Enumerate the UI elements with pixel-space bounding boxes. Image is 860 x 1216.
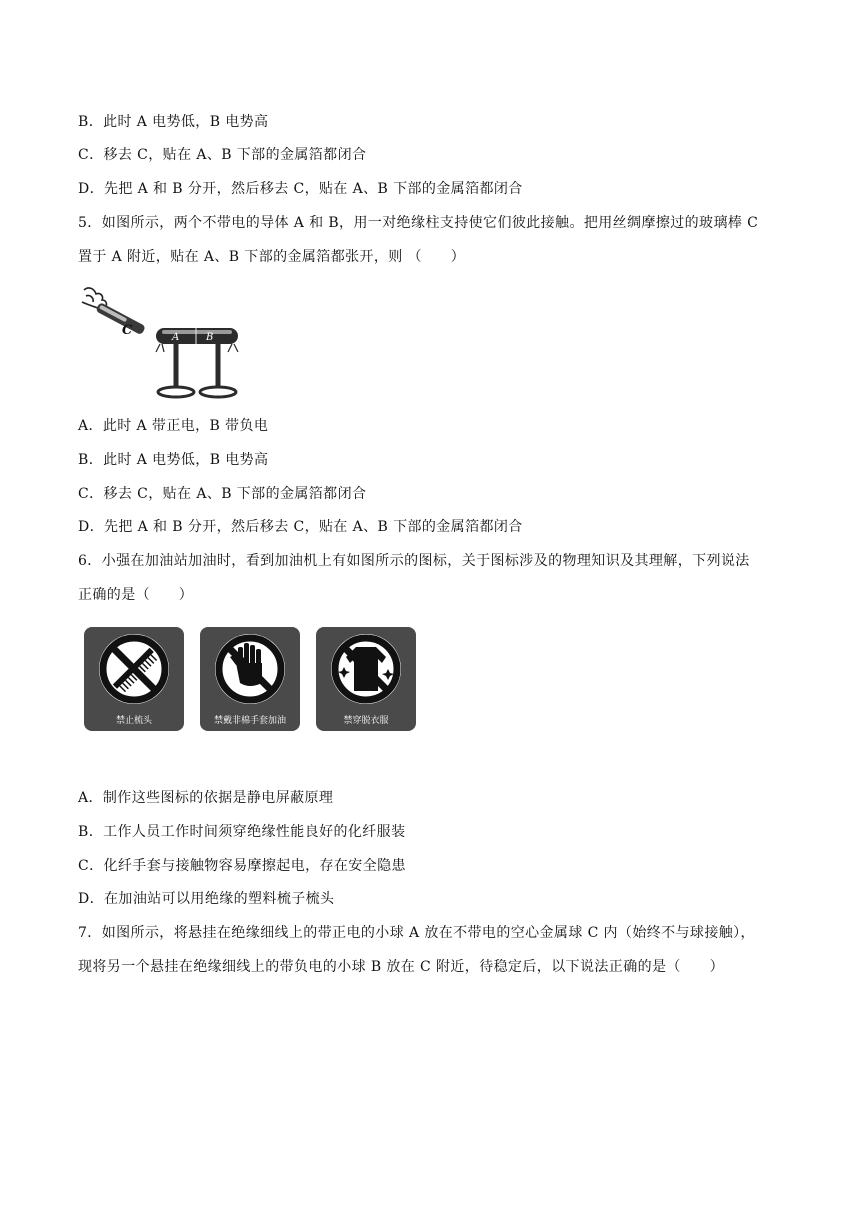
glass-rod [95, 302, 146, 335]
glove-icon [200, 627, 300, 713]
q6-stem-line2: 正确的是（ ） [78, 587, 194, 603]
q5-option-c: C．移去 C，贴在 A、B 下部的金属箔都闭合 [78, 486, 367, 502]
q5-option-a: A．此时 A 带正电，B 带负电 [78, 418, 269, 434]
q4-option-d: D．先把 A 和 B 分开，然后移去 C，贴在 A、B 下部的金属箔都闭合 [78, 181, 523, 197]
metal-foils [156, 344, 238, 352]
q5-option-b: B．此时 A 电势低，B 电势高 [78, 452, 269, 468]
conductor-ab [156, 328, 238, 344]
label-a: A [172, 332, 180, 343]
q7-stem-line1: 7．如图所示，将悬挂在绝缘细线上的带正电的小球 A 放在不带电的空心金属球 C 内（始终不与球接触）， [78, 925, 755, 941]
q6-option-c: C．化纤手套与接触物容易摩擦起电，存在安全隐患 [78, 858, 406, 874]
sign-caption: 禁止梳头 [115, 716, 152, 726]
comb-icon [84, 627, 184, 713]
q4-option-b: B．此时 A 电势低，B 电势高 [78, 114, 269, 130]
sign-no-combing [84, 627, 184, 731]
q6-stem-line1: 6．小强在加油站加油时，看到加油机上有如图所示的图标，关于图标涉及的物理知识及其理解，下列说法 [78, 553, 750, 569]
label-c: C [122, 323, 133, 338]
conductor-figure [78, 282, 248, 402]
q7-stem-line2: 现将另一个悬挂在绝缘细线上的带负电的小球 B 放在 C 附近，待稳定后，以下说法正确的是（ ） [78, 959, 724, 975]
q6-option-b: B．工作人员工作时间须穿绝缘性能良好的化纤服装 [78, 824, 406, 840]
q6-option-d: D．在加油站可以用绝缘的塑料梳子梳头 [78, 891, 335, 907]
sign-no-synthetic-gloves [200, 627, 300, 731]
sign-caption: 禁穿脱衣服 [343, 716, 389, 726]
q5-stem-line1: 5．如图所示，两个不带电的导体 A 和 B，用一对绝缘柱支持使它们彼此接触。把用丝绸摩擦过的玻璃棒 C [78, 215, 759, 231]
q5-stem-line2: 置于 A 附近，贴在 A、B 下部的金属箔都张开，则 （ ） [78, 249, 466, 265]
sign-caption: 禁戴非棉手套加油 [213, 716, 286, 726]
insulating-stands [158, 344, 236, 397]
q4-option-c: C．移去 C，贴在 A、B 下部的金属箔都闭合 [78, 147, 367, 163]
q5-option-d: D．先把 A 和 B 分开，然后移去 C，贴在 A、B 下部的金属箔都闭合 [78, 519, 523, 535]
clothes-icon [316, 627, 416, 713]
label-b: B [206, 332, 214, 343]
q6-option-a: A．制作这些图标的依据是静电屏蔽原理 [78, 790, 334, 806]
sign-no-undressing [316, 627, 416, 731]
